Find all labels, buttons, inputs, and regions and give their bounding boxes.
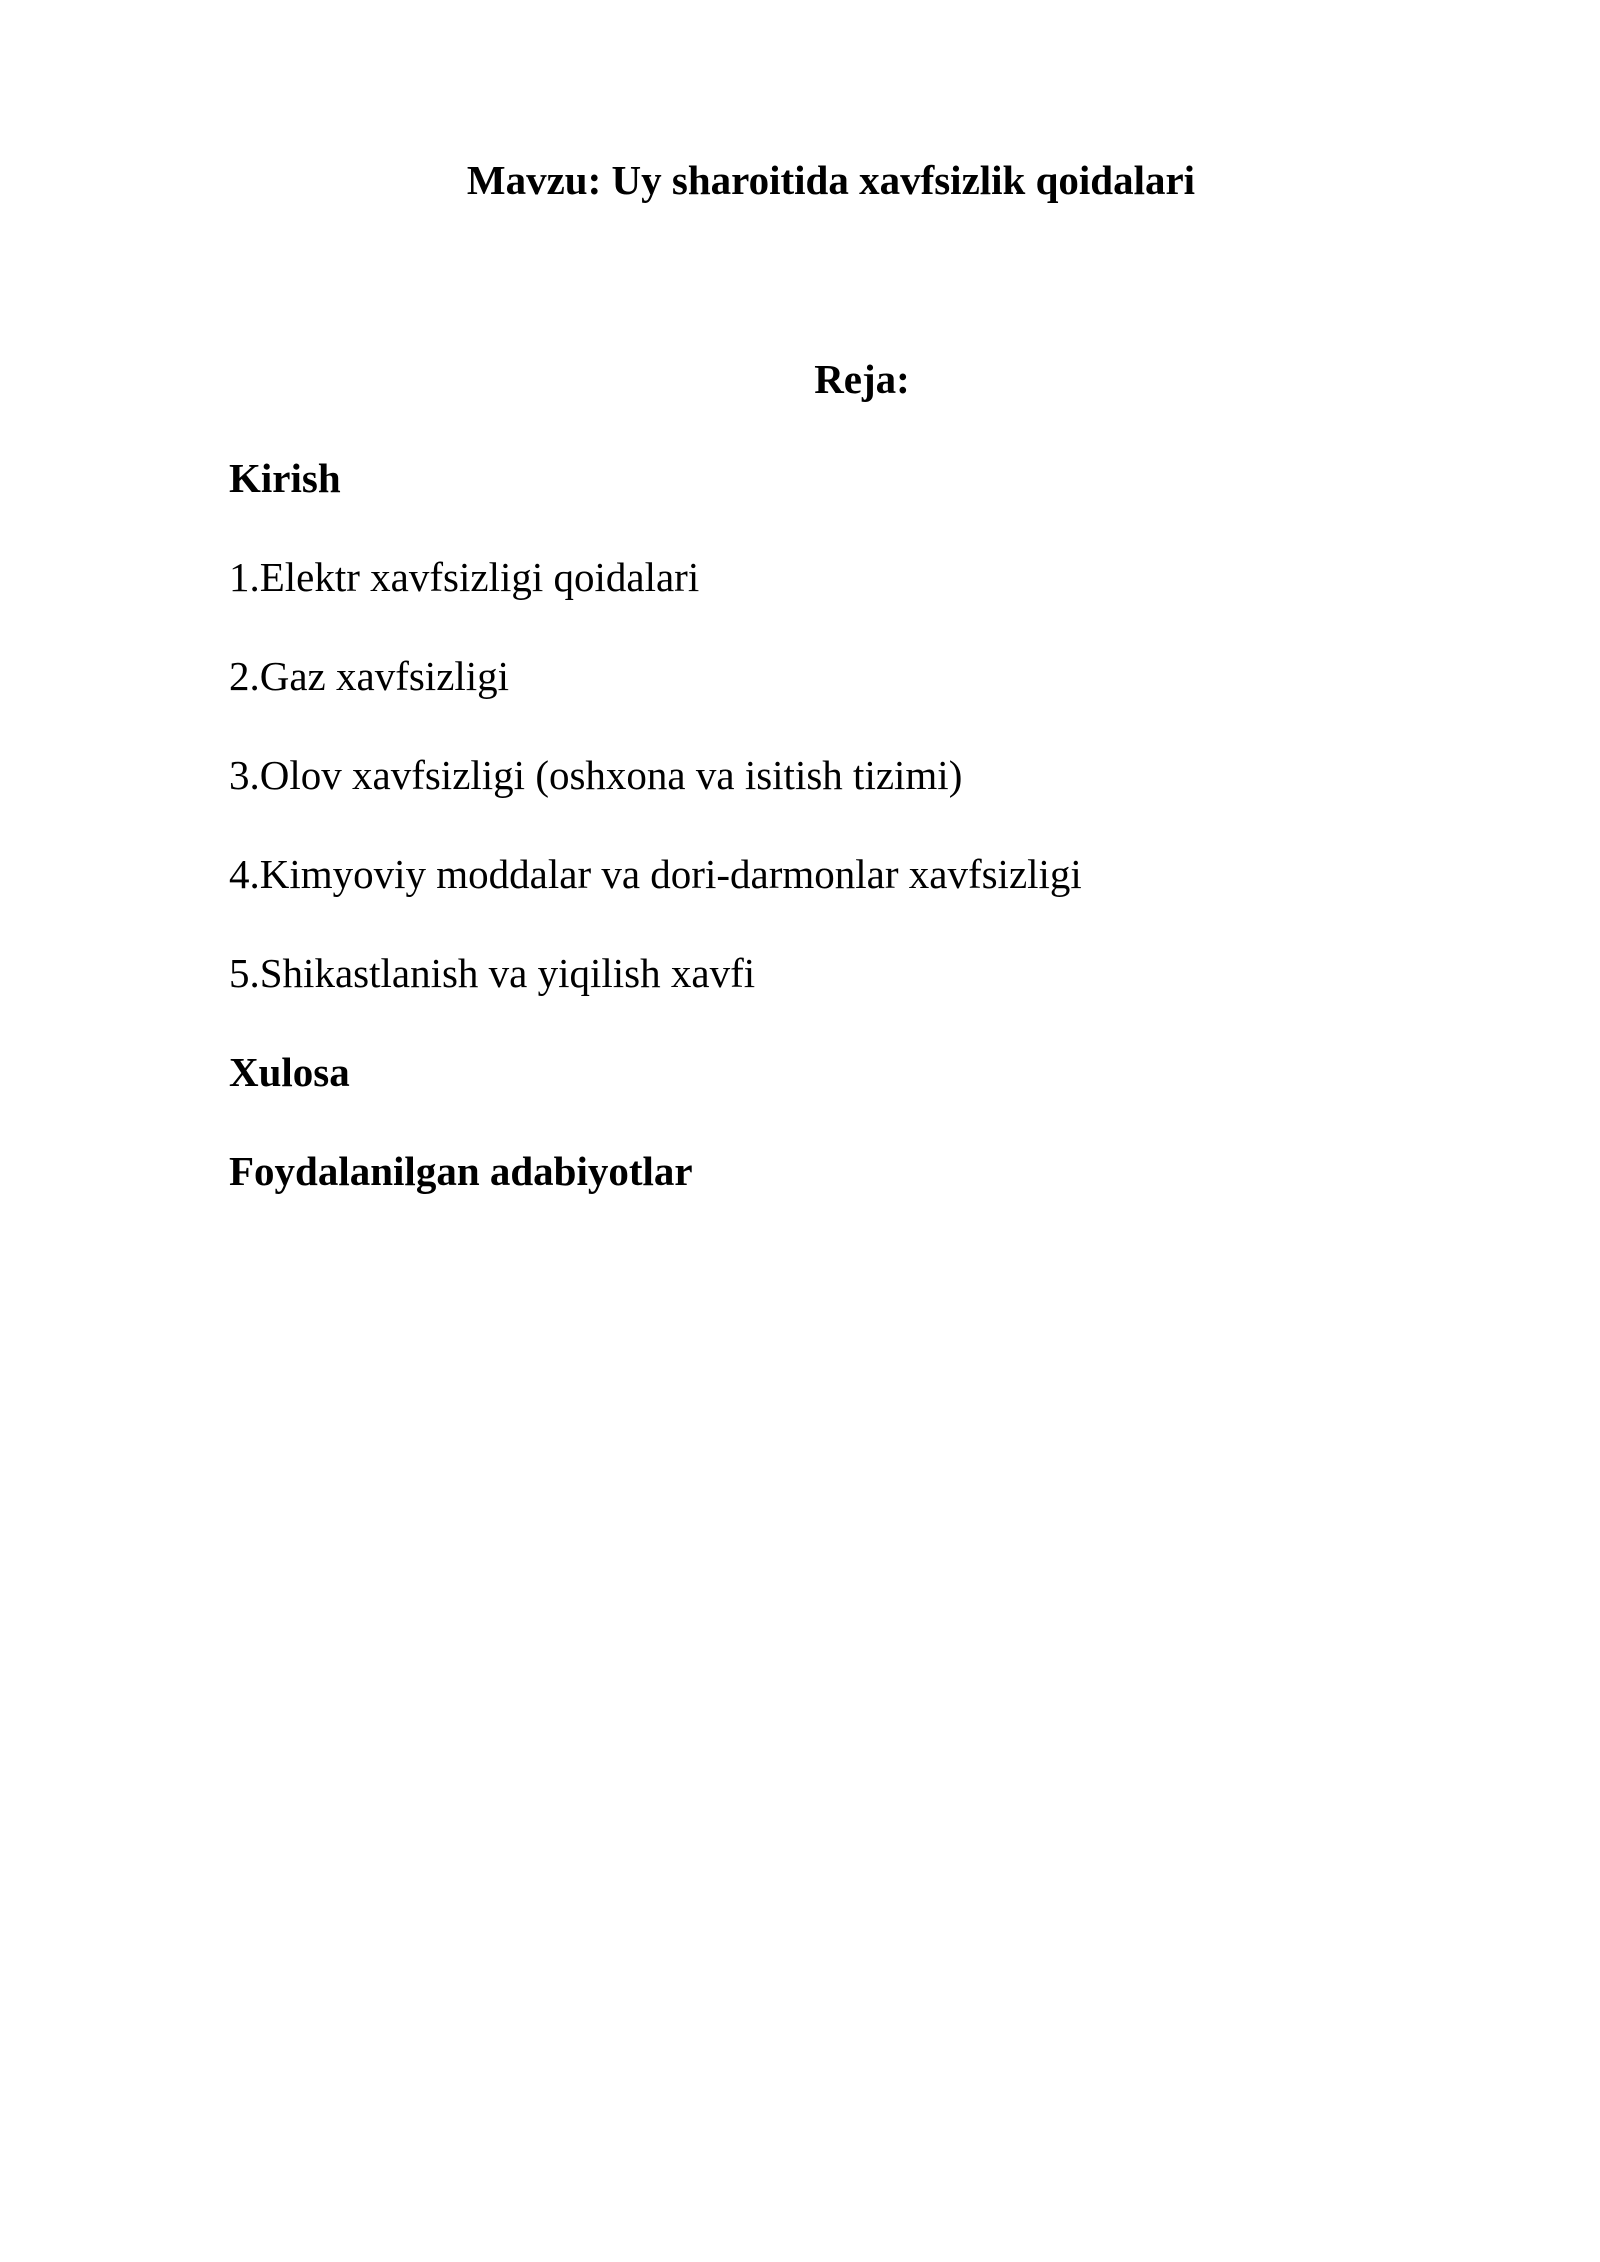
document-title: Mavzu: Uy sharoitida xavfsizlik qoidalari [466,157,1196,203]
plan-item: 4.Kimyoviy moddalar va dori-darmonlar xavfsizligi [229,851,1082,897]
plan-item: 2.Gaz xavfsizligi [229,653,510,699]
plan-item: 5.Shikastlanish va yiqilish xavfi [229,950,756,996]
plan-item: 3.Olov xavfsizligi (oshxona va isitish tizimi) [229,752,963,798]
conclusion-heading: Xulosa [229,1049,350,1095]
plan-item: 1.Elektr xavfsizligi qoidalari [229,554,700,600]
intro-heading: Kirish [229,455,341,501]
references-heading: Foydalanilgan adabiyotlar [229,1148,693,1194]
plan-heading: Reja: [814,356,910,402]
